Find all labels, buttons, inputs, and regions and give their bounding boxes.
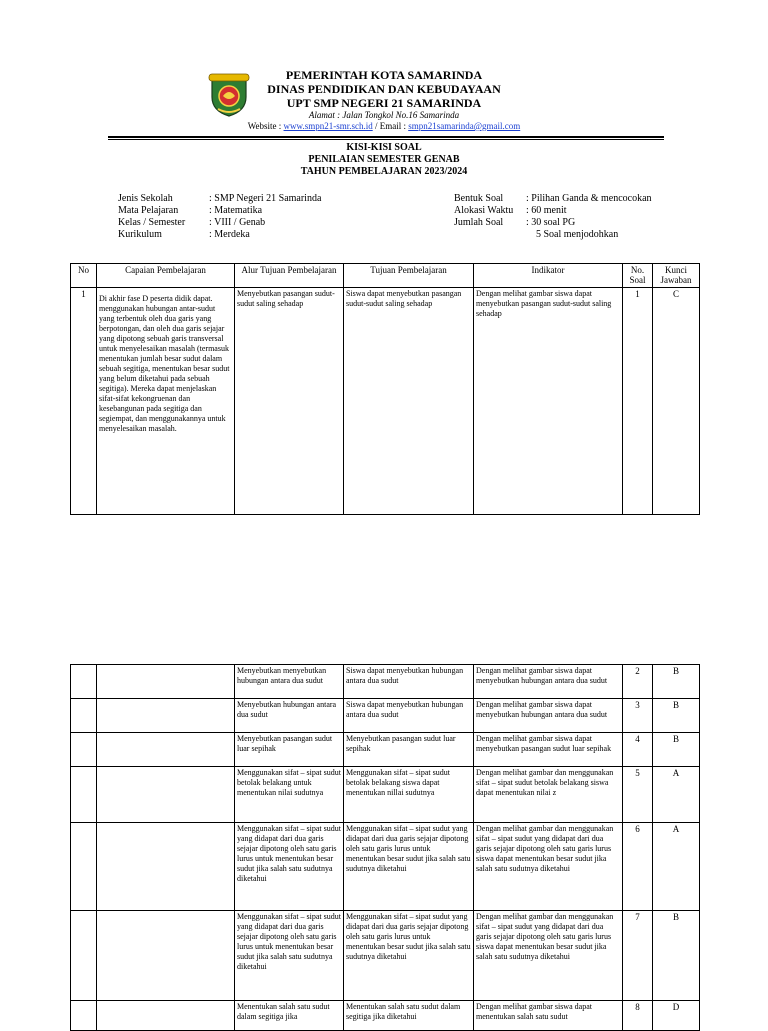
table-header-row bbox=[71, 264, 700, 288]
indikator: Dengan melihat gambar dan menggunakan sifat – sipat sudut betolak belakang siswa dapat menentukan nilai z bbox=[474, 767, 623, 823]
header-capaian: Capaian Pembelajaran bbox=[97, 264, 235, 288]
header-no-soal: No. Soal bbox=[623, 264, 653, 288]
indikator: Dengan melihat gambar siswa dapat menentukan salah satu sudut bbox=[474, 1001, 623, 1031]
alur-tujuan: Menggunakan sifat – sipat sudut yang didapat dari dua garis sejajar dipotong oleh satu garis lurus untuk menentukan besar sudut jika salah satu sudutnya diketahui bbox=[235, 911, 344, 1001]
alur-tujuan: Menentukan salah satu sudut dalam segitiga jika bbox=[235, 1001, 344, 1031]
info-key: Kelas / Semester bbox=[118, 217, 186, 228]
department-name: DINAS PENDIDIKAN DAN KEBUDAYAAN bbox=[267, 82, 501, 96]
letterhead-divider bbox=[108, 136, 664, 138]
email-link[interactable]: smpn21samarinda@gmail.com bbox=[408, 121, 521, 131]
title-line-2: PENILAIAN SEMESTER GENAB bbox=[308, 154, 460, 165]
kunci-jawaban: A bbox=[653, 823, 700, 911]
website-link[interactable]: www.smpn21-smr.sch.id bbox=[283, 121, 373, 131]
alur-tujuan: Menyebutkan hubungan antara dua sudut bbox=[235, 699, 344, 733]
header-indikator: Indikator bbox=[474, 264, 623, 288]
letterhead bbox=[0, 68, 768, 132]
kunci-jawaban: B bbox=[653, 911, 700, 1001]
no-soal: 8 bbox=[623, 1001, 653, 1031]
document-title bbox=[0, 142, 768, 178]
header-tujuan: Tujuan Pembelajaran bbox=[344, 264, 474, 288]
kunci-jawaban: C bbox=[653, 288, 700, 515]
table-row bbox=[71, 911, 700, 1001]
table-row bbox=[71, 733, 700, 767]
email-label: / Email : bbox=[372, 121, 409, 131]
kisi-kisi-table bbox=[70, 263, 700, 515]
info-value: : 30 soal PG bbox=[526, 217, 576, 228]
indikator: Dengan melihat gambar dan menggunakan sifat – sipat sudut yang didapat dari dua garis sejajar dipotong oleh satu garis lurus siswa dapat menentukan besar sudut jika salah satu sudutnya diketahui bbox=[474, 911, 623, 1001]
table-row bbox=[71, 1001, 700, 1031]
indikator: Dengan melihat gambar siswa dapat menyebutkan hubungan antara dua sudut bbox=[474, 699, 623, 733]
info-value: : VIII / Genab bbox=[209, 217, 266, 228]
alur-tujuan: Menyebutkan pasangan sudut-sudut saling sehadap bbox=[235, 288, 344, 515]
contact-line bbox=[0, 121, 768, 132]
row-no: 1 bbox=[71, 288, 97, 515]
info-right bbox=[454, 193, 704, 243]
no-soal: 1 bbox=[623, 288, 653, 515]
indikator: Dengan melihat gambar dan menggunakan sifat – sipat sudut yang didapat dari dua garis sejajar dipotong oleh satu garis lurus siswa dapat menentukan besar sudut jika salah satu sudutnya diketahui bbox=[474, 823, 623, 911]
capaian-pembelajaran: Di akhir fase D peserta didik dapat. menggunakan hubungan antar-sudut yang terbentuk oleh dua garis yang berpotongan, dan oleh dua garis sejajar yang dipotong sebuah garis transversal untuk menyelesaikan masalah (termasuk menentukan jumlah besar sudut dalam sebuah segitiga, menentukan besar sudut yang belum diketahui pada sebuah segitiga). Mereka dapat menjelaskan sifat-sifat kekongruenan dan kesebangunan pada segitiga dan segiempat, dan menggunakannya untuk menyelesaikan masalah. bbox=[97, 288, 235, 515]
no-soal: 6 bbox=[623, 823, 653, 911]
government-name: PEMERINTAH KOTA SAMARINDA bbox=[285, 68, 483, 82]
info-value: : Pilihan Ganda & mencocokan bbox=[526, 193, 652, 204]
info-value: 5 Soal menjodohkan bbox=[536, 229, 619, 240]
kunci-jawaban: B bbox=[653, 733, 700, 767]
no-soal: 7 bbox=[623, 911, 653, 1001]
table-row bbox=[71, 288, 700, 515]
alur-tujuan: Menyebutkan pasangan sudut luar sepihak bbox=[235, 733, 344, 767]
info-key: Jumlah Soal bbox=[454, 217, 504, 228]
table-row bbox=[71, 767, 700, 823]
title-line-3: TAHUN PEMBELAJARAN 2023/2024 bbox=[300, 166, 468, 177]
alur-tujuan: Menggunakan sifat – sipat sudut betolak belakang untuk menentukan nilai sudutnya bbox=[235, 767, 344, 823]
tujuan: Menggunakan sifat – sipat sudut betolak belakang siswa dapat menentukan nillai sudutnya bbox=[344, 767, 474, 823]
info-value: : Matematika bbox=[209, 205, 263, 216]
no-soal: 2 bbox=[623, 665, 653, 699]
info-value: : 60 menit bbox=[526, 205, 567, 216]
school-address: Alamat : Jalan Tongkol No.16 Samarinda bbox=[308, 110, 460, 120]
info-key: Kurikulum bbox=[118, 229, 162, 240]
tujuan: Siswa dapat menyebutkan hubungan antara dua sudut bbox=[344, 699, 474, 733]
no-soal: 3 bbox=[623, 699, 653, 733]
header-kunci: Kunci Jawaban bbox=[653, 264, 700, 288]
tujuan: Menggunakan sifat – sipat sudut yang didapat dari dua garis sejajar dipotong oleh satu garis lurus untuk menentukan besar sudut jika salah satu sudutnya diketahui bbox=[344, 911, 474, 1001]
tujuan: Menentukan salah satu sudut dalam segitiga jika diketahui bbox=[344, 1001, 474, 1031]
table-row bbox=[71, 823, 700, 911]
no-soal: 4 bbox=[623, 733, 653, 767]
info-key: Mata Pelajaran bbox=[118, 205, 179, 216]
alur-tujuan: Menyebutkan menyebutkan hubungan antara dua sudut bbox=[235, 665, 344, 699]
table-row bbox=[71, 699, 700, 733]
info-key: Bentuk Soal bbox=[454, 193, 504, 204]
tujuan: Menggunakan sifat – sipat sudut yang didapat dari dua garis sejajar dipotong oleh satu garis lurus untuk menentukan besar sudut jika salah satu sudutnya diketahui bbox=[344, 823, 474, 911]
kunci-jawaban: D bbox=[653, 1001, 700, 1031]
kisi-kisi-table-continued bbox=[70, 664, 700, 1031]
letterhead-divider-thin bbox=[108, 139, 664, 140]
kunci-jawaban: B bbox=[653, 699, 700, 733]
kunci-jawaban: B bbox=[653, 665, 700, 699]
website-label: Website : bbox=[247, 121, 284, 131]
indikator: Dengan melihat gambar siswa dapat menyebutkan pasangan sudut luar sepihak bbox=[474, 733, 623, 767]
header-no: No bbox=[71, 264, 97, 288]
header-alur-tujuan: Alur Tujuan Pembelajaran bbox=[235, 264, 344, 288]
tujuan: Siswa dapat menyebutkan pasangan sudut-sudut saling sehadap bbox=[344, 288, 474, 515]
school-name: UPT SMP NEGERI 21 SAMARINDA bbox=[286, 96, 482, 110]
indikator: Dengan melihat gambar siswa dapat menyebutkan hubungan antara dua sudut bbox=[474, 665, 623, 699]
title-line-1: KISI-KISI SOAL bbox=[346, 142, 422, 153]
alur-tujuan: Menggunakan sifat – sipat sudut yang didapat dari dua garis sejajar dipotong oleh satu garis lurus untuk menentukan besar sudut jika salah satu sudutnya diketahui bbox=[235, 823, 344, 911]
info-value: : SMP Negeri 21 Samarinda bbox=[209, 193, 322, 204]
info-key: Jenis Sekolah bbox=[118, 193, 173, 204]
no-soal: 5 bbox=[623, 767, 653, 823]
indikator: Dengan melihat gambar siswa dapat menyebutkan pasangan sudut-sudut saling sehadap bbox=[474, 288, 623, 515]
info-left bbox=[118, 193, 378, 243]
tujuan: Menyebutkan pasangan sudut luar sepihak bbox=[344, 733, 474, 767]
kunci-jawaban: A bbox=[653, 767, 700, 823]
table-row bbox=[71, 665, 700, 699]
info-key: Alokasi Waktu bbox=[454, 205, 514, 216]
info-value: : Merdeka bbox=[209, 229, 250, 240]
tujuan: Siswa dapat menyebutkan hubungan antara dua sudut bbox=[344, 665, 474, 699]
